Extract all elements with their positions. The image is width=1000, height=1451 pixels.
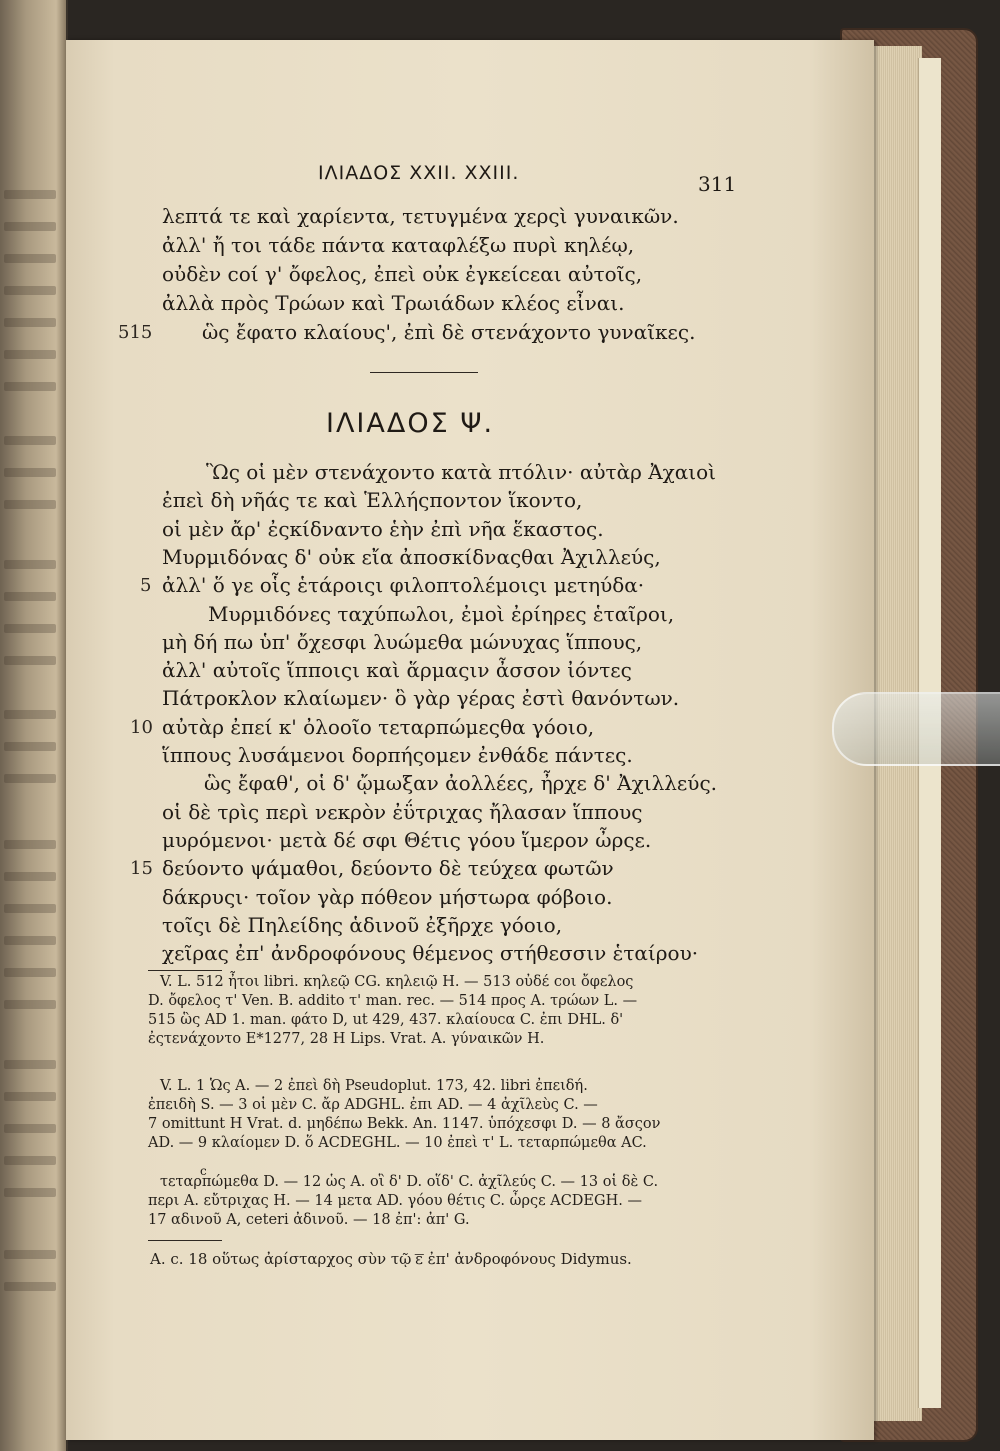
page-clip bbox=[832, 692, 1000, 766]
left-facing-page bbox=[0, 0, 68, 1451]
section-divider bbox=[370, 372, 478, 373]
apparatus-line: 17 αδινοῦ A, ceteri ἀδινοῦ. — 18 ἐπ': ἀπ' G. bbox=[148, 1212, 470, 1228]
verse-line: τοῖςι δὲ Πηλείδης ἁδινοῦ ἐξῆρχε γόοιο, bbox=[162, 912, 563, 937]
book-title: ΙΛΙΑΔΟΣ Ψ. bbox=[326, 408, 495, 439]
verse-line: δεύοντο ψάμαθοι, δεύοντο δὲ τεύχεα φωτῶν bbox=[162, 856, 614, 881]
apparatus-line: ἐςτενάχοντο E*1277, 28 H Lips. Vrat. A. γύναικῶν H. bbox=[148, 1031, 545, 1047]
verse-line: ἐπεὶ δὴ νῆάς τε καὶ Ἑλλήςποντον ἵκοντο, bbox=[162, 488, 583, 513]
apparatus-rule bbox=[148, 970, 222, 971]
running-title: ΙΛΙΑΔΟΣ XXII. XXIII. bbox=[318, 162, 520, 184]
apparatus-line: 515 ὣς AD 1. man. φάτο D, ut 429, 437. κλαίουcα C. ἐπι DHL. δ' bbox=[148, 1012, 624, 1028]
apparatus-line: AD. — 9 κλαίομεν D. ὅ ACDEGHL. — 10 ἐπεὶ τ' L. τεταρπώμεθα AC. bbox=[148, 1135, 647, 1151]
apparatus-line: D. ὄφελος τ' Ven. B. addito τ' man. rec. — 514 προς A. τρώων L. — bbox=[148, 993, 638, 1009]
verse-line: μὴ δή πω ὑπ' ὄχεσφι λυώμεθα μώνυχας ἵππους, bbox=[162, 629, 643, 654]
verse-line: οἱ δὲ τρὶς περὶ νεκρὸν ἐΰτριχας ἤλασαν ἵππους bbox=[162, 799, 643, 824]
verse-line: λεπτά τε καὶ χαρίεντα, τετυγμένα χερςὶ γυναικῶν. bbox=[162, 204, 679, 228]
verse-line: ὣς ἔφαθ', οἱ δ' ᾤμωξαν ἀολλέες, ἦρχε δ' Ἀχιλλεύς. bbox=[204, 771, 717, 796]
apparatus-line: V. L. 512 ἦτοι libri. κηλεῷ CG. κηλειῷ H. — 513 οὐδέ coι ὄφελος bbox=[160, 974, 634, 990]
apparatus-line: τεταρπώμεθα D. — 12 ὡς A. οἳ δ' D. οἵδ' C. ἀχῖλεύς C. — 13 οἱ δὲ C. bbox=[160, 1174, 659, 1190]
apparatus-line: V. L. 1 Ὡς A. — 2 ἐπεὶ δὴ Pseudoplut. 173, 42. libri ἐπειδή. bbox=[160, 1078, 588, 1094]
verse-line: ἀλλ' ἤ τοι τάδε πάντα καταφλέξω πυρὶ κηλέῳ, bbox=[162, 233, 635, 257]
verse-line: ἀλλὰ πρὸς Τρώων καὶ Τρωιάδων κλέος εἶναι. bbox=[162, 291, 625, 315]
verse-line: Μυρμιδόνας δ' οὐκ εἴα ἀποσκίδναςθαι Ἀχιλλεύς, bbox=[162, 544, 661, 569]
scholia-note: A. c. 18 οὕτως ἀρίσταρχος σὺν τῷ ͞ε ἐπ' ἀνδροφόνους Didymus. bbox=[150, 1250, 632, 1268]
verse-line: Ὣς οἱ μὲν στενάχοντο κατὰ πτόλιν· αὐτὰρ Ἀχαιοὶ bbox=[206, 460, 717, 484]
verse-line: δάκρυςι· τοῖον γὰρ πόθεον μήστωρα φόβοιο. bbox=[162, 884, 613, 909]
apparatus-line: ἐπειδὴ S. — 3 οἱ μὲν C. ἄρ ADGHL. ἐπι AD. — 4 ἀχῖλεὺς C. — bbox=[148, 1097, 598, 1113]
apparatus-line: περι A. εὔτριχας H. — 14 μετα AD. γόου θέτις C. ὦρςε ACDEGH. — bbox=[148, 1193, 642, 1209]
line-number: 5 bbox=[140, 575, 152, 597]
verse-line: ἵππους λυσάμενοι δορπήςομεν ἐνθάδε πάντες. bbox=[162, 743, 633, 767]
scholia-rule bbox=[148, 1240, 222, 1241]
verse-line: οὐδὲν coί γ' ὄφελος, ἐπεὶ οὐκ ἐγκείcεαι αὐτοῖς, bbox=[162, 262, 643, 286]
line-number: 15 bbox=[130, 858, 153, 880]
page-number: 311 bbox=[698, 172, 737, 196]
verse-line: χεῖρας ἐπ' ἀνδροφόνους θέμενος στήθεσσιν ἑταίρου· bbox=[162, 941, 699, 966]
line-number: 10 bbox=[130, 716, 153, 738]
verse-line: ὣς ἔφατο κλαίους', ἐπὶ δὲ στενάχοντο γυναῖκες. bbox=[202, 320, 696, 344]
apparatus-superscript: c bbox=[200, 1164, 207, 1178]
verse-line: Μυρμιδόνες ταχύπωλοι, ἐμοὶ ἐρίηρες ἑταῖροι, bbox=[208, 601, 675, 626]
line-number: 515 bbox=[118, 322, 153, 343]
verse-line: μυρόμενοι· μετὰ δέ σφι Θέτις γόου ἵμερον ὦρςε. bbox=[162, 827, 652, 852]
verse-line: αὐτὰρ ἐπεί κ' ὀλοοῖο τεταρπώμεςθα γόοιο, bbox=[162, 714, 595, 739]
apparatus-line: 7 omittunt H Vrat. d. μηδέπω Bekk. An. 1147. ὑπόχεσφι D. — 8 ἄσςον bbox=[148, 1116, 661, 1132]
verse-line: Πάτροκλον κλαίωμεν· ὃ γὰρ γέρας ἐστὶ θανόντων. bbox=[162, 686, 680, 711]
verse-line: ἀλλ' ὅ γε οἷς ἑτάροιςι φιλοπτολέμοιςι μετηύδα· bbox=[162, 573, 645, 598]
verse-line: ἀλλ' αὐτοῖς ἵπποιςι καὶ ἅρμαςιν ἆσσον ἰόντες bbox=[162, 658, 632, 683]
verse-line: οἱ μὲν ἄρ' ἐςκίδναντο ἑὴν ἐπὶ νῆα ἕκαστος. bbox=[162, 516, 604, 541]
